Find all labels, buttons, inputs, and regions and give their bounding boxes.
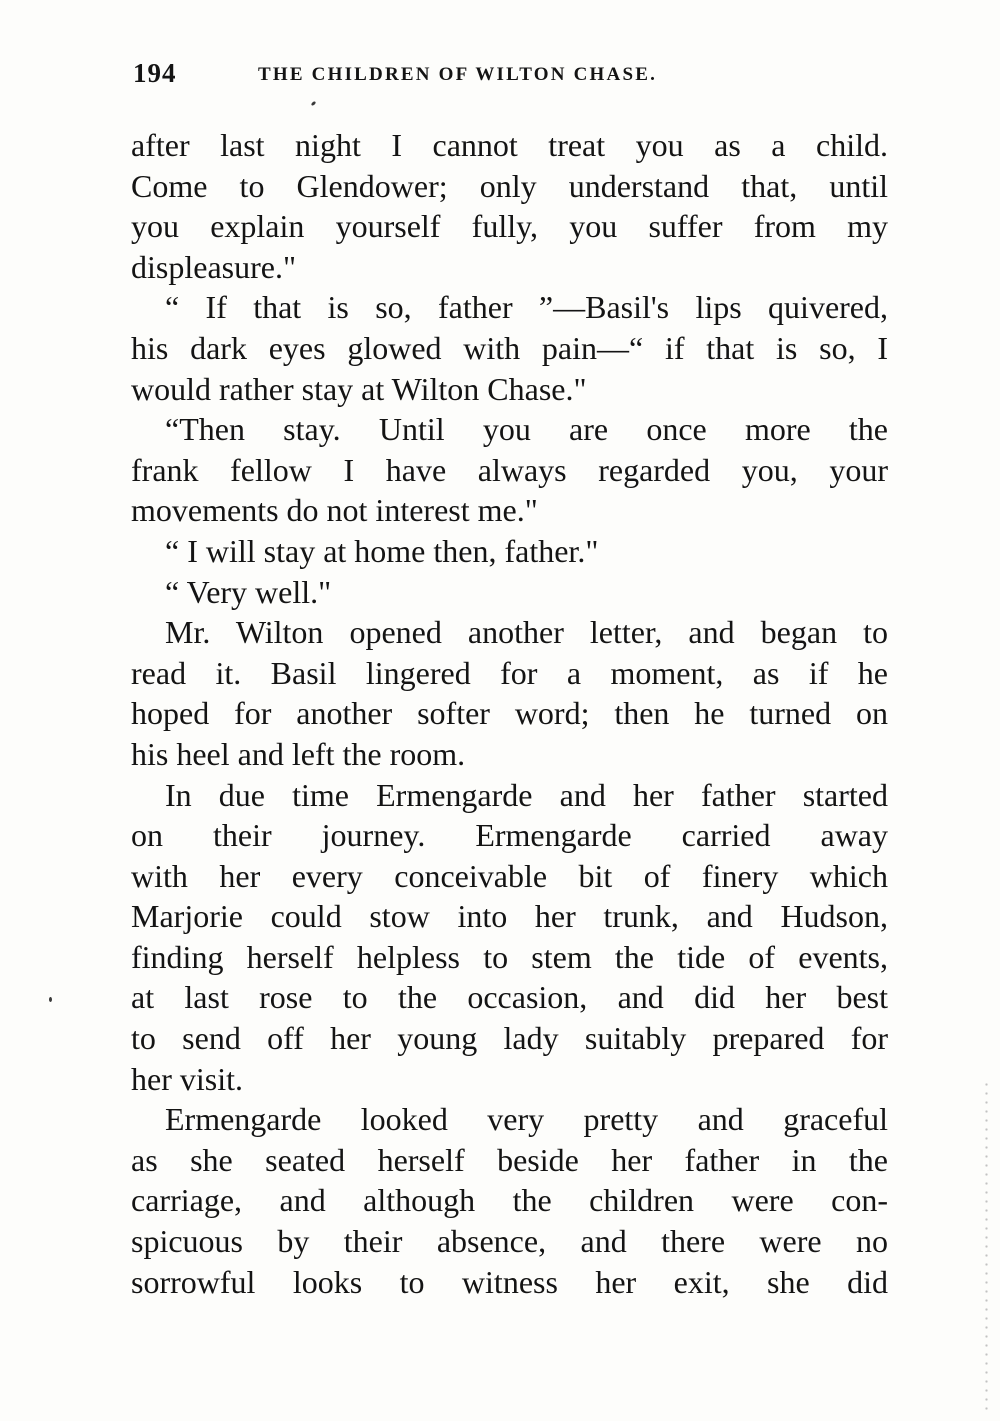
body-text [131,125,888,1302]
text-line: Ermengarde looked very pretty and graceful [165,1101,888,1138]
page-number: 194 [133,58,177,88]
text-line: his dark eyes glowed with pain—“ if that is so, I [131,329,888,366]
text-line: “Then stay. Until you are once more the [165,411,888,448]
page-edge-marks [985,1080,988,1410]
text-line: spicuous by their absence, and there were no [131,1223,888,1260]
text-line: you explain yourself fully, you suffer from my [131,208,888,245]
text-line: read it. Basil lingered for a moment, as if he [131,654,888,691]
text-line: his heel and left the room. [131,735,466,772]
text-line: Come to Glendower; only understand that, until [131,167,888,204]
text-line: displeasure." [131,248,297,285]
text-line: with her every conceivable bit of finery which [131,857,888,894]
text-line: hoped for another softer word; then he turned on [131,695,888,732]
print-speck [311,101,317,107]
print-speck [49,997,52,1002]
text-line: after last night I cannot treat you as a child. [131,127,888,163]
text-line: frank fellow I have always regarded you, your [131,451,888,488]
text-line: as she seated herself beside her father in the [131,1141,888,1178]
text-line: “ Very well." [165,573,332,610]
text-line: would rather stay at Wilton Chase." [131,370,587,407]
text-line: at last rose to the occasion, and did her best [131,979,888,1016]
text-line: movements do not interest me." [131,492,538,529]
text-line: to send off her young lady suitably prepared for [131,1020,888,1057]
running-title: THE CHILDREN OF WILTON CHASE. [258,64,658,85]
text-line: “ I will stay at home then, father." [165,532,599,569]
text-line: “ If that is so, father ”—Basil's lips quivered, [165,289,888,326]
text-line: sorrowful looks to witness her exit, she did [131,1263,888,1300]
text-line: Mr. Wilton opened another letter, and began to [165,614,888,651]
text-line: carriage, and although the children were con- [131,1182,888,1219]
text-line: finding herself helpless to stem the tide of events, [131,938,888,975]
text-line: Marjorie could stow into her trunk, and Hudson, [131,898,888,935]
text-line: on their journey. Ermengarde carried away [131,817,888,854]
page-header [133,58,853,98]
text-line: her visit. [131,1060,243,1097]
text-line: In due time Ermengarde and her father started [165,776,888,813]
